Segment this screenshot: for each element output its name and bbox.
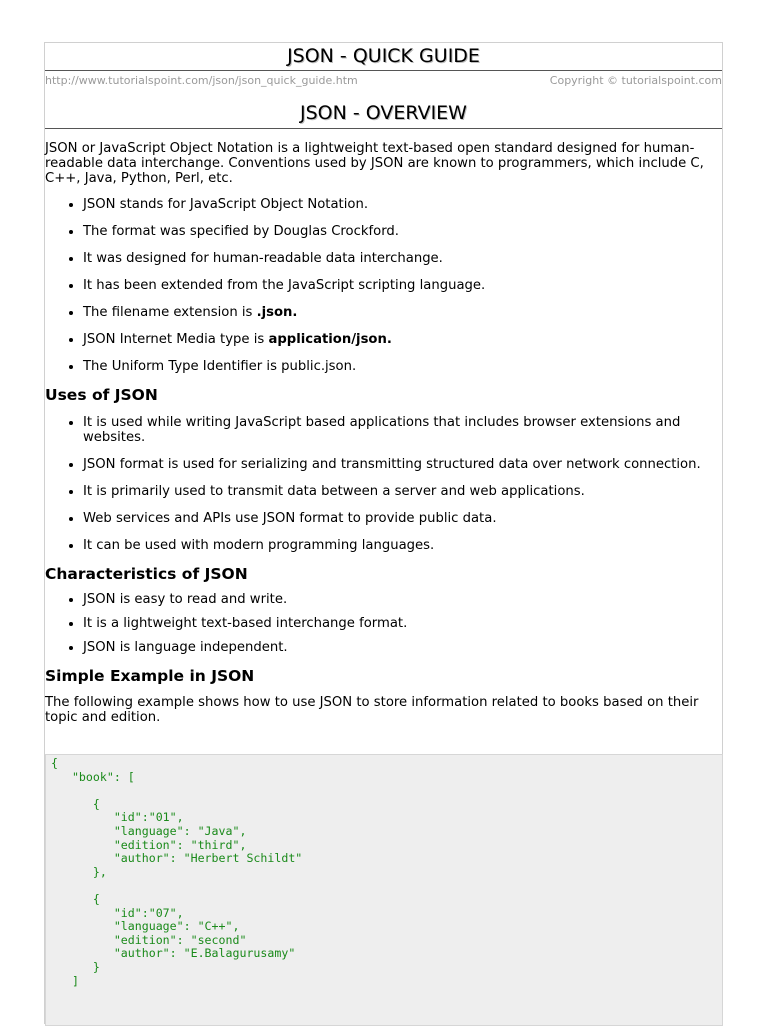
list-item: • JSON Internet Media type is application/json. xyxy=(83,332,723,347)
characteristics-list xyxy=(45,592,723,655)
heading-uses: Uses of JSON xyxy=(45,386,158,404)
title-divider xyxy=(45,70,722,71)
page-title: JSON - QUICK GUIDE xyxy=(287,45,480,67)
overview-divider xyxy=(45,128,722,129)
heading-characteristics: Characteristics of JSON xyxy=(45,565,248,583)
source-url-link[interactable]: http://www.tutorialspoint.com/json/json_quick_guide.htm xyxy=(45,74,358,87)
list-item: • The filename extension is .json. xyxy=(83,305,723,320)
document-body xyxy=(45,141,723,725)
list-item: • It is primarily used to transmit data between a server and web applications. xyxy=(83,484,723,499)
section-heading-overview: JSON - OVERVIEW xyxy=(300,102,467,124)
list-item: • It is used while writing JavaScript based applications that includes browser extensions and websites. xyxy=(83,415,723,445)
heading-simple-example: Simple Example in JSON xyxy=(45,667,255,685)
document-page xyxy=(44,42,723,1024)
list-item: • The Uniform Type Identifier is public.json. xyxy=(83,359,723,374)
list-item: • JSON is easy to read and write. xyxy=(83,592,723,607)
uses-list xyxy=(45,415,723,553)
overview-list xyxy=(45,197,723,374)
example-description: The following example shows how to use JSON to store information related to books based on their topic and edition. xyxy=(45,695,699,725)
copyright-notice: Copyright © tutorialspoint.com xyxy=(549,74,722,87)
list-item: • JSON stands for JavaScript Object Notation. xyxy=(83,197,723,212)
list-item: • It has been extended from the JavaScript scripting language. xyxy=(83,278,723,293)
list-item: • It is a lightweight text-based interchange format. xyxy=(83,616,723,631)
overview-intro: JSON or JavaScript Object Notation is a lightweight text-based open standard designed for human-readable data interchange. Conventions used by JSON are known to programmers, which include C, C++, Java, Python, Perl, etc. xyxy=(45,141,704,186)
list-item: • JSON format is used for serializing and transmitting structured data over network connection. xyxy=(83,457,723,472)
list-item: • It was designed for human-readable data interchange. xyxy=(83,251,723,266)
list-item: • Web services and APIs use JSON format to provide public data. xyxy=(83,511,723,526)
list-item: • It can be used with modern programming languages. xyxy=(83,538,723,553)
list-item: • JSON is language independent. xyxy=(83,640,723,655)
json-code-block: { "book": [ { "id":"01", "language": "Java", "edition": "third", "author": "Herbert Schildt" }, { "id":"07", "language": "C++", "edition": "second" "author": "E.Balagurusamy" } ] xyxy=(45,754,723,1026)
list-item: • The format was specified by Douglas Crockford. xyxy=(83,224,723,239)
